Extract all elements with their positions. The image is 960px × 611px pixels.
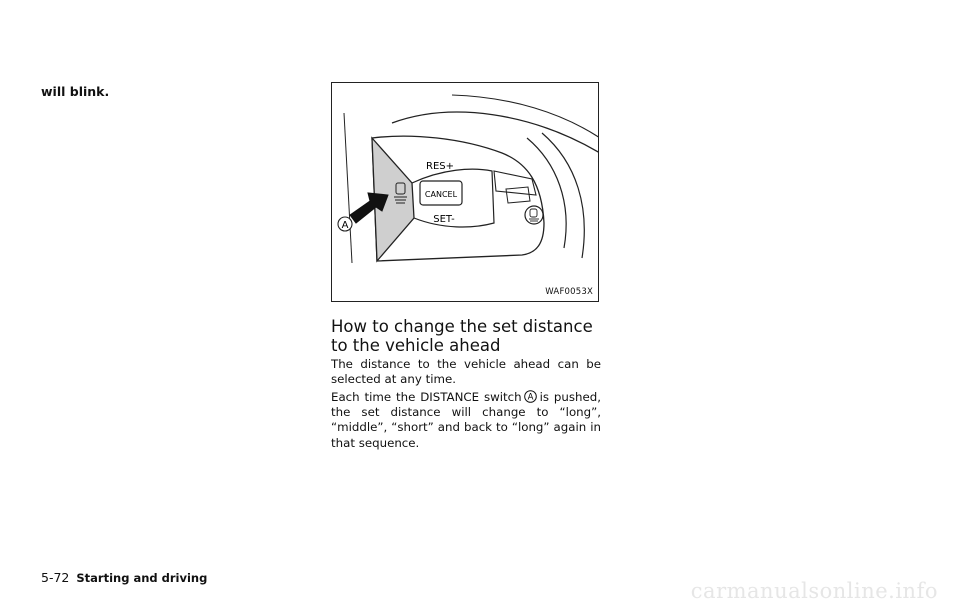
paragraph-distance-switch: [331, 390, 601, 451]
page-number: 5-72: [41, 570, 70, 585]
watermark: carmanualsonline.info: [690, 579, 938, 603]
callout-a-label: A: [341, 220, 349, 231]
paragraph-text-after-icon: is pushed, the set distance will change to “long”, “middle”, “short” and back to “long” again in that sequence.: [331, 390, 601, 450]
section-heading: How to change the set distance to the vehicle ahead: [331, 317, 593, 355]
steering-switch-illustration: [331, 82, 599, 302]
steering-wheel-switch-drawing: [332, 83, 599, 302]
res-plus-label: RES+: [426, 161, 454, 172]
paragraph-text-before-icon: Each time the DISTANCE switch: [331, 390, 522, 404]
paragraph-distance-selectable: The distance to the vehicle ahead can be selected at any time.: [331, 357, 601, 387]
figure-code: WAF0053X: [545, 287, 593, 297]
continued-text: will blink.: [41, 84, 110, 99]
callout-a-icon: [524, 390, 537, 403]
cancel-label: CANCEL: [424, 190, 458, 199]
page-footer: [41, 570, 207, 585]
set-minus-label: SET-: [433, 214, 455, 225]
svg-text:A: A: [527, 392, 534, 403]
footer-section-name: Starting and driving: [76, 571, 208, 585]
